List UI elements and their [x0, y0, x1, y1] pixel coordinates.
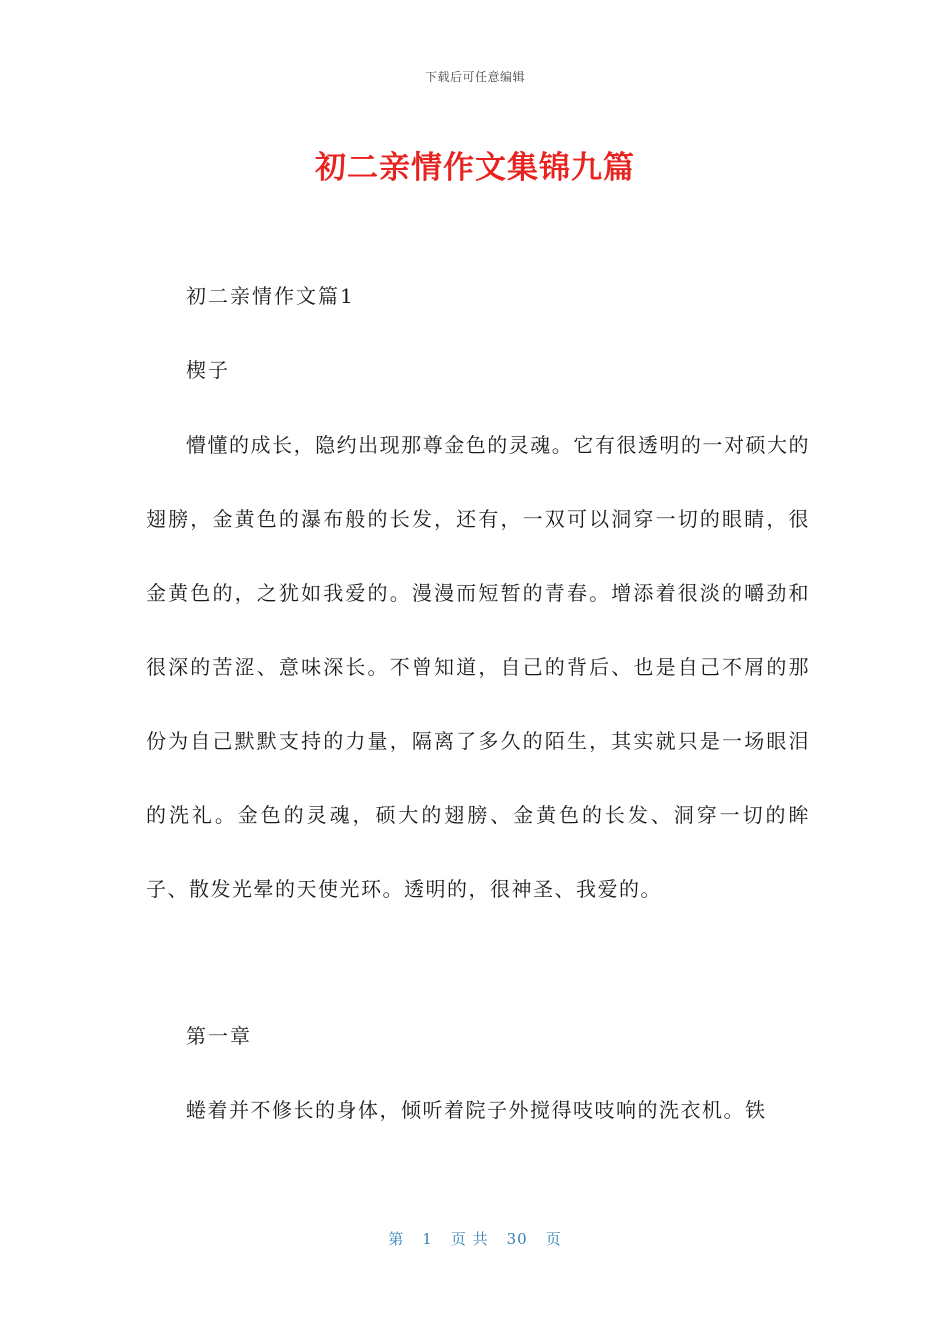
- prologue-paragraph: 懵懂的成长，隐约出现那尊金色的灵魂。它有很透明的一对硕大的翅膀，金黄色的瀑布般的长发，还有，一双可以洞穿一切的眼睛，很金黄色的，之犹如我爱的。漫漫而短暂的青春。增添着很淡的嚼劲和很深的苦涩、意味深长。不曾知道，自己的背后、也是自己不屑的那份为自己默默支持的力量，隔离了多久的陌生，其实就只是一场眼泪的洗礼。金色的灵魂，硕大的翅膀、金黄色的长发、洞穿一切的眸子、散发光晕的天使光环。透明的，很神圣、我爱的。: [146, 433, 810, 901]
- spacer: [146, 926, 810, 1018]
- chapter-label: 第一章: [186, 1024, 252, 1048]
- spacer: [146, 1055, 810, 1092]
- page-footer: [0, 1228, 950, 1249]
- section-title: 初二亲情作文篇1: [186, 284, 355, 308]
- spacer: [146, 315, 810, 352]
- document-body: [146, 278, 810, 1129]
- footer-page-number: 1: [422, 1230, 433, 1248]
- document-title: 初二亲情作文集锦九篇: [315, 150, 635, 186]
- footer-page-prefix: 第: [388, 1230, 405, 1248]
- footer-page-suffix: 页: [545, 1230, 562, 1248]
- header-note: 下载后可任意编辑: [424, 70, 525, 84]
- footer-page-mid: 页 共: [450, 1230, 489, 1248]
- prologue-label: 楔子: [186, 358, 230, 382]
- chapter-paragraph: 蜷着并不修长的身体，倾听着院子外搅得吱吱响的洗衣机。铁: [186, 1098, 767, 1122]
- footer-total-pages: 30: [506, 1230, 528, 1248]
